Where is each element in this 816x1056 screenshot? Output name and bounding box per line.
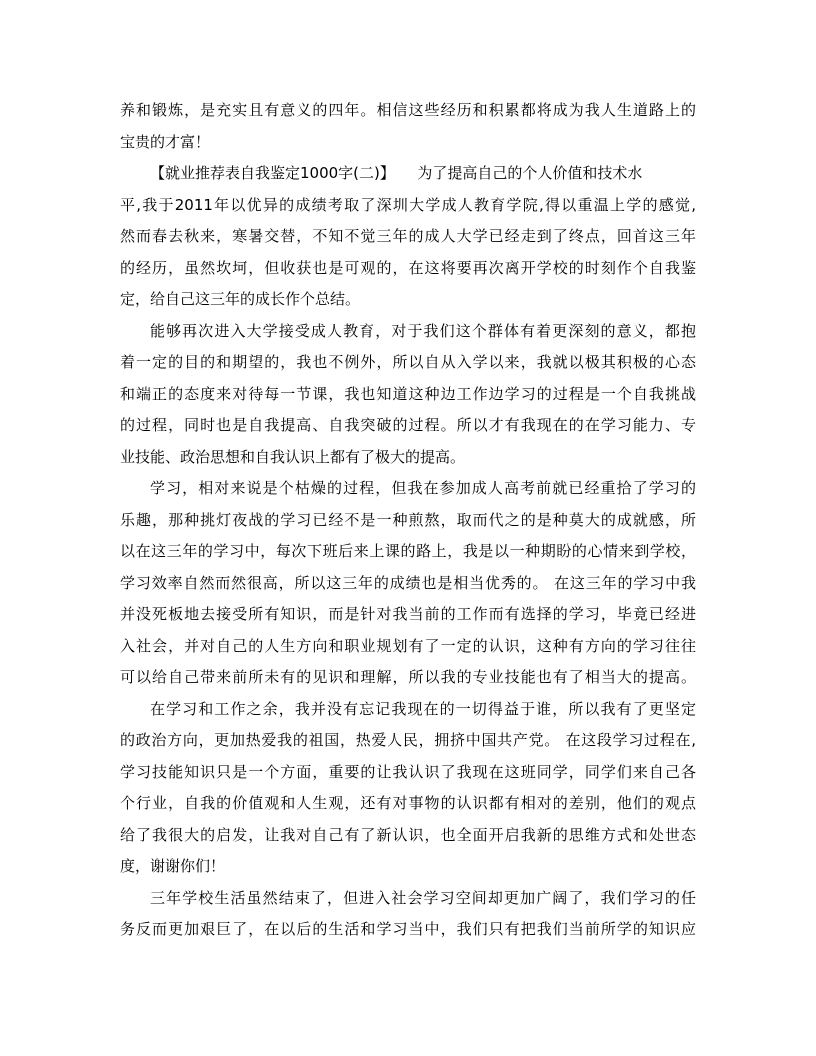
paragraph-2 xyxy=(120,158,696,316)
text-line: 可以给自己带来前所未有的见识和理解，所以我的专业技能也有了相当大的提高。 xyxy=(120,668,696,686)
text-line: 务反而更加艰巨了，在以后的生活和学习当中，我们只有把我们当前所学的知识应 xyxy=(120,920,696,938)
paragraph-1 xyxy=(120,95,696,158)
text-line: 学习，相对来说是个枯燥的过程，但我在参加成人高考前就已经重拾了学习的 xyxy=(150,479,696,497)
text-line: 然而春去秋来，寒暑交替，不知不觉三年的成人大学已经走到了终点，回首这三年 xyxy=(120,227,696,245)
paragraph-6 xyxy=(120,883,696,946)
paragraph-4 xyxy=(120,473,696,694)
text-line: 并没死板地去接受所有知识，而是针对我当前的工作而有选择的学习，毕竟已经进 xyxy=(120,605,696,623)
text-line: 学习效率自然而然很高，所以这三年的成绩也是相当优秀的。 在这三年的学习中我 xyxy=(120,573,696,592)
document-body xyxy=(120,95,696,946)
text-line: 在学习和工作之余，我并没有忘记我现在的一切得益于谁，所以我有了更坚定 xyxy=(150,699,696,718)
text-line: 和端正的态度来对待每一节课，我也知道这种边工作边学习的过程是一个自我挑战 xyxy=(120,384,696,403)
paragraph-3 xyxy=(120,316,696,474)
text-line: 着一定的目的和期望的，我也不例外，所以自从入学以来，我就以极其积极的心态 xyxy=(120,353,696,371)
section-heading-line: 【就业推荐表自我鉴定1000字(二)】 为了提高自己的个人价值和技术水 xyxy=(150,164,643,182)
text-line: 度，谢谢你们！ xyxy=(120,857,226,875)
text-line: 的政治方向，更加热爱我的祖国，热爱人民，拥挤中国共产党。 在这段学习过程在, xyxy=(120,731,696,749)
text-line: 学习技能知识只是一个方面，重要的让我认识了我现在这班同学，同学们来自己各 xyxy=(120,762,696,781)
text-line: 平,我于2011年以优异的成绩考取了深圳大学成人教育学院,得以重温上学的感觉, xyxy=(120,195,696,214)
text-line: 的经历，虽然坎坷，但收获也是可观的，在这将要再次离开学校的时刻作个自我鉴 xyxy=(120,258,696,277)
text-line: 养和锻炼，是充实且有意义的四年。相信这些经历和积累都将成为我人生道路上的 xyxy=(120,101,696,119)
text-line: 业技能、政治思想和自我认识上都有了极大的提高。 xyxy=(120,447,466,466)
text-line: 三年学校生活虽然结束了，但进入社会学习空间却更加广阔了，我们学习的任 xyxy=(150,888,696,907)
text-line: 乐趣，那种挑灯夜战的学习已经不是一种煎熬，取而代之的是种莫大的成就感，所 xyxy=(120,510,696,529)
text-line: 的过程，同时也是自我提高、自我突破的过程。所以才有我现在的在学习能力、专 xyxy=(120,416,696,434)
paragraph-5 xyxy=(120,694,696,883)
text-line: 给了我很大的启发，让我对自己有了新认识，也全面开启我新的思维方式和处世态 xyxy=(120,825,696,844)
text-line: 宝贵的才富！ xyxy=(120,132,211,151)
text-line: 入社会，并对自己的人生方向和职业规划有了一定的认识，这种有方向的学习往往 xyxy=(120,636,696,655)
text-line: 能够再次进入大学接受成人教育，对于我们这个群体有着更深刻的意义，都抱 xyxy=(150,321,696,340)
text-line: 个行业，自我的价值观和人生观，还有对事物的认识都有相对的差别，他们的观点 xyxy=(120,794,696,812)
text-line: 定，给自己这三年的成长作个总结。 xyxy=(120,290,361,308)
text-line: 以在这三年的学习中，每次下班后来上课的路上，我是以一种期盼的心情来到学校， xyxy=(120,542,696,560)
